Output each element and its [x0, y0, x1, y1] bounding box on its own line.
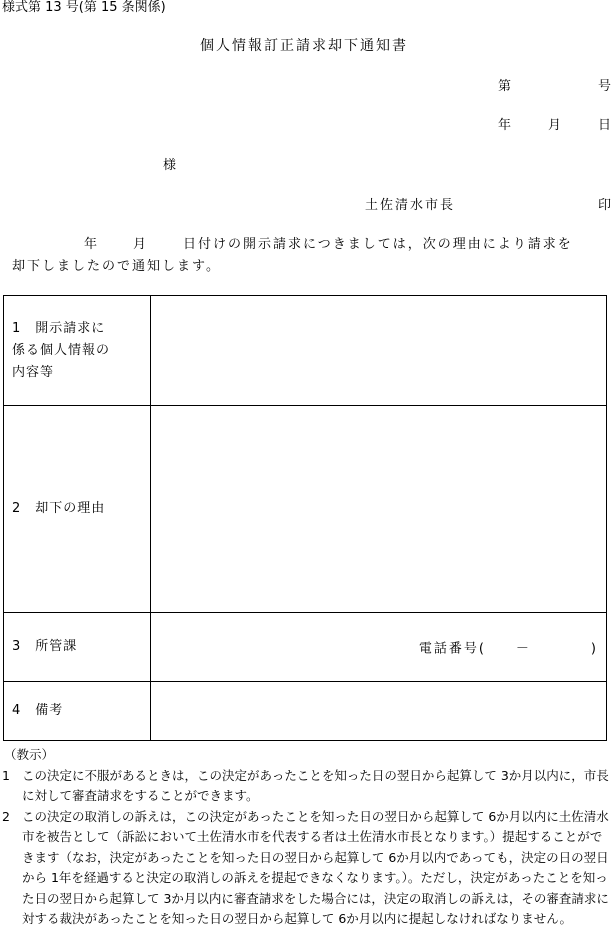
number-prefix: 第 — [498, 79, 512, 94]
document-title: 個人情報訂正請求却下通知書 — [200, 38, 408, 54]
number-suffix: 号 — [598, 79, 612, 94]
date-day-label: 日 — [598, 118, 612, 133]
remarks-label: 4 備考 — [4, 682, 151, 741]
note-text: この決定の取消しの訴えは，この決定があったことを知った日の翌日から起算して 6か月以内に土佐清水市を被告として（訴訟において土佐清水市を代表する者は土佐清水市長となります。）提起することができます（なお，決定があったことを知った日の翌日から起算して 6か月以内であっても，決定の日の翌日から 1年を経過すると決定の取消しの訴えを提起できなくなります。）。ただし，決定があったことを知った日の翌日から起算して 3か月以内に審査請求をした場合には，決定の取消しの訴えは，その審査請求に対する裁決があったことを知った日の翌日から起算して 6か月以内に提起しなければなりません。 — [22, 808, 609, 926]
reason-field[interactable] — [151, 406, 607, 613]
list-item — [0, 807, 614, 930]
table-row — [4, 296, 607, 406]
content-label-line1: 1 開示請求に — [12, 320, 106, 336]
department-label: 3 所管課 — [4, 613, 151, 682]
note-number: 2 — [2, 808, 10, 824]
content-label-line2: 係る個人情報の — [12, 342, 111, 358]
list-item — [0, 766, 614, 807]
reason-label: 2 却下の理由 — [4, 406, 151, 613]
content-label-line3: 内容等 — [12, 364, 55, 380]
seal-mark: 印 — [598, 198, 612, 213]
date-month-label: 月 — [548, 118, 562, 133]
intro-year: 年 — [84, 237, 98, 252]
table-row — [4, 406, 607, 613]
table-row — [4, 613, 607, 682]
intro-line2: 却下しましたので通知します。 — [12, 259, 221, 274]
form-number: 様式第 13 号(第 15 条関係) — [2, 0, 166, 15]
form-table — [3, 295, 607, 741]
intro-line1: 日付けの開示請求につきましては，次の理由により請求を — [183, 237, 573, 252]
remarks-field[interactable] — [151, 682, 607, 741]
issuer-name: 土佐清水市長 — [365, 198, 456, 213]
content-label — [4, 296, 151, 406]
table-row — [4, 682, 607, 741]
instruction-notes — [0, 745, 614, 930]
addressee-suffix: 様 — [163, 158, 177, 173]
intro-month: 月 — [133, 237, 147, 252]
date-year-label: 年 — [498, 118, 512, 133]
department-field[interactable] — [151, 613, 607, 682]
phone-number-label: 電話番号( － ) — [418, 641, 598, 657]
content-field[interactable] — [151, 296, 607, 406]
notes-heading: （教示） — [4, 747, 55, 762]
note-text: この決定に不服があるときは，この決定があったことを知った日の翌日から起算して 3か月以内に，市長に対して審査請求をすることができます。 — [22, 767, 609, 803]
note-number: 1 — [2, 767, 10, 783]
